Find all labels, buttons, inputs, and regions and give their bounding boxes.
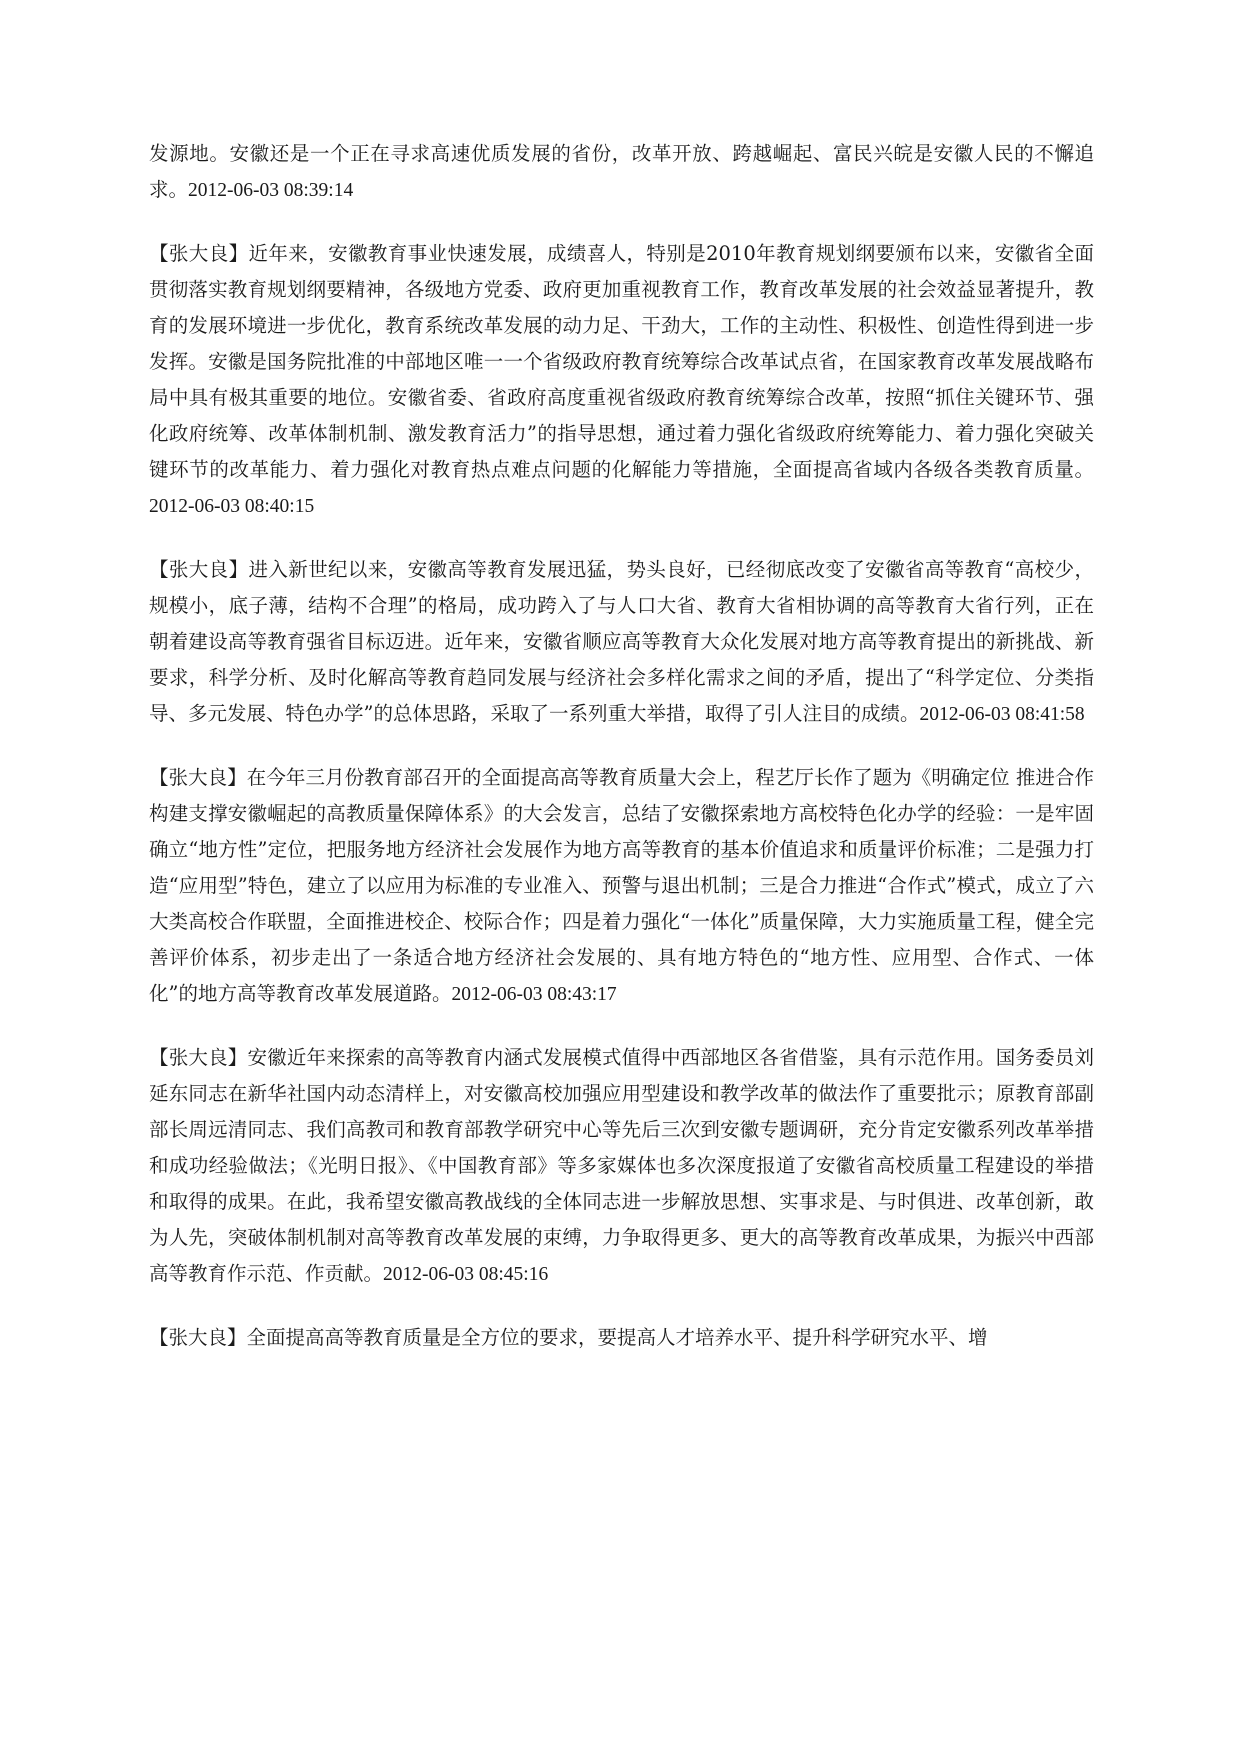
paragraph-3 xyxy=(149,552,1094,733)
paragraph-text: 近年来，安徽教育事业快速发展，成绩喜人，特别是2010年教育规划纲要颁布以来，安徽省全面贯彻落实教育规划纲要精神，各级地方党委、政府更加重视教育工作，教育改革发展的社会效益显著提升，教育的发展环境进一步优化，教育系统改革发展的动力足、干劲大，工作的主动性、积极性、创造性得到进一步发挥。安徽是国务院批准的中部地区唯一一个省级政府教育统筹综合改革试点省，在国家教育改革发展战略布局中具有极其重要的地位。安徽省委、省政府高度重视省级政府教育统筹综合改革，按照“抓住关键环节、强化政府统筹、改革体制机制、激发教育活力”的指导思想，通过着力强化省级政府统筹能力、着力强化突破关键环节的改革能力、着力强化对教育热点难点问题的化解能力等措施，全面提高省域内各级各类教育质量。 xyxy=(149,242,1094,481)
paragraph-text: 安徽近年来探索的高等教育内涵式发展模式值得中西部地区各省借鉴，具有示范作用。国务委员刘延东同志在新华社国内动态清样上，对安徽高校加强应用型建设和教学改革的做法作了重要批示；原教育部副部长周远清同志、我们高教司和教育部教学研究中心等先后三次到安徽专题调研，充分肯定安徽系列改革举措和成功经验做法；《光明日报》、《中国教育部》等多家媒体也多次深度报道了安徽省高校质量工程建设的举措和取得的成果。在此，我希望安徽高教战线的全体同志进一步解放思想、实事求是、与时俱进、改革创新，敢为人先，突破体制机制对高等教育改革发展的束缚，力争取得更多、更大的高等教育改革成果，为振兴中西部高等教育作示范、作贡献。 xyxy=(149,1046,1094,1285)
paragraph-4 xyxy=(149,760,1094,1013)
timestamp: 2012-06-03 08:45:16 xyxy=(383,1264,549,1285)
paragraph-text: 在今年三月份教育部召开的全面提高高等教育质量大会上，程艺厅长作了题为《明确定位 推进合作构建支撑安徽崛起的高教质量保障体系》的大会发言，总结了安徽探索地方高校特色化办学的经验：一是牢固确立“地方性”定位，把服务地方经济社会发展作为地方高等教育的基本价值追求和质量评价标准；二是强力打造“应用型”特色，建立了以应用为标准的专业准入、预警与退出机制；三是合力推进“合作式”模式，成立了六大类高校合作联盟，全面推进校企、校际合作；四是着力强化“一体化”质量保障，大力实施质量工程，健全完善评价体系，初步走出了一条适合地方经济社会发展的、具有地方特色的“地方性、应用型、合作式、一体化”的地方高等教育改革发展道路。 xyxy=(149,766,1094,1005)
paragraph-5 xyxy=(149,1040,1094,1293)
paragraph-text: 发源地。安徽还是一个正在寻求高速优质发展的省份，改革开放、跨越崛起、富民兴皖是安徽人民的不懈追求。 xyxy=(149,142,1094,201)
paragraph-6 xyxy=(149,1320,1094,1357)
speaker-label: 【张大良】 xyxy=(149,242,249,265)
paragraph-1 xyxy=(149,136,1094,209)
speaker-label: 【张大良】 xyxy=(149,558,249,581)
timestamp: 2012-06-03 08:43:17 xyxy=(451,984,617,1005)
paragraph-2 xyxy=(149,236,1094,525)
document-page xyxy=(149,136,1094,1384)
timestamp: 2012-06-03 08:41:58 xyxy=(919,704,1085,725)
timestamp: 2012-06-03 08:39:14 xyxy=(188,180,354,201)
speaker-label: 【张大良】 xyxy=(149,766,247,789)
paragraph-text: 全面提高高等教育质量是全方位的要求，要提高人才培养水平、提升科学研究水平、增 xyxy=(246,1326,988,1349)
timestamp: 2012-06-03 08:40:15 xyxy=(149,496,315,517)
speaker-label: 【张大良】 xyxy=(149,1046,248,1069)
paragraph-text: 进入新世纪以来，安徽高等教育发展迅猛，势头良好，已经彻底改变了安徽省高等教育“高校少，规模小，底子薄，结构不合理”的格局，成功跨入了与人口大省、教育大省相协调的高等教育大省行列，正在朝着建设高等教育强省目标迈进。近年来，安徽省顺应高等教育大众化发展对地方高等教育提出的新挑战、新要求，科学分析、及时化解高等教育趋同发展与经济社会多样化需求之间的矛盾，提出了“科学定位、分类指导、多元发展、特色办学”的总体思路，采取了一系列重大举措，取得了引人注目的成绩。 xyxy=(149,558,1094,725)
speaker-label: 【张大良】 xyxy=(149,1326,247,1349)
